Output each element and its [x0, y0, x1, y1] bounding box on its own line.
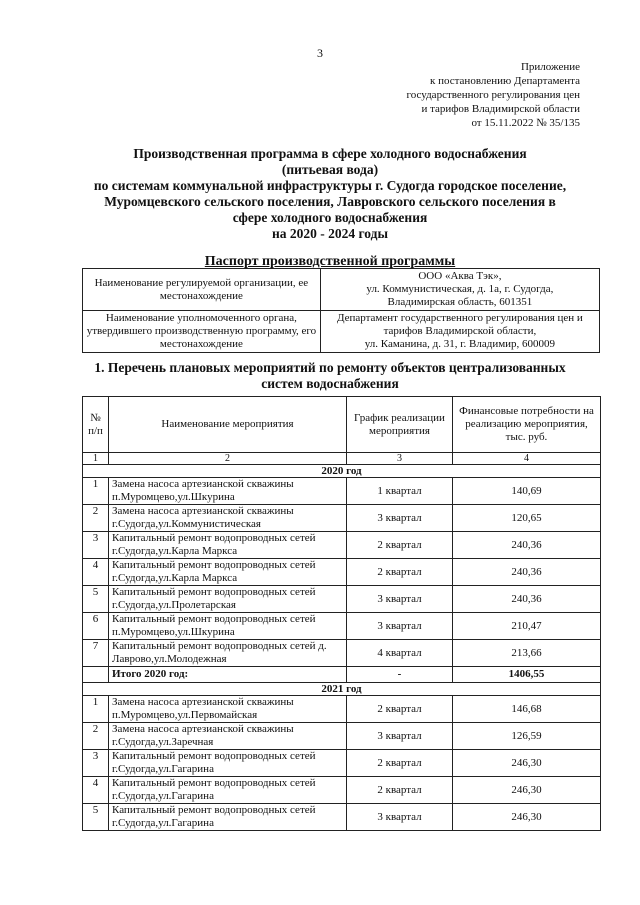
value-line: Владимирская область, 601351 — [387, 296, 533, 308]
measure-name: Капитальный ремонт водопроводных сетей г.Судогда,ул.Гагарина — [109, 777, 347, 804]
table-row — [83, 532, 601, 559]
column-number-row — [83, 453, 601, 465]
column-number: 4 — [453, 453, 601, 465]
passport-row — [83, 311, 600, 353]
row-number: 2 — [83, 505, 109, 532]
passport-table — [82, 268, 600, 353]
document-title — [60, 146, 600, 242]
measure-cost: 120,65 — [453, 505, 601, 532]
year-row — [83, 465, 601, 478]
column-number: 1 — [83, 453, 109, 465]
row-number: 4 — [83, 777, 109, 804]
value-line: ул. Каманина, д. 31, г. Владимир, 600009 — [364, 338, 556, 350]
table-row — [83, 696, 601, 723]
table-row — [83, 723, 601, 750]
passport-label: Наименование уполномоченного органа, утвердившего производственную программу, его местонахождение — [83, 311, 321, 353]
row-number: 7 — [83, 640, 109, 667]
measure-schedule: 4 квартал — [347, 640, 453, 667]
section-title — [60, 360, 600, 392]
header-cell-name: Наименование мероприятия — [109, 397, 347, 453]
year-row — [83, 683, 601, 696]
measure-schedule: 2 квартал — [347, 777, 453, 804]
title-line: на 2020 - 2024 годы — [271, 226, 389, 241]
row-number: 1 — [83, 696, 109, 723]
measure-schedule: 2 квартал — [347, 532, 453, 559]
measure-name: Замена насоса артезианской скважины п.Муромцево,ул.Первомайская — [109, 696, 347, 723]
measure-cost: 146,68 — [453, 696, 601, 723]
row-number: 4 — [83, 559, 109, 586]
measure-cost: 246,30 — [453, 777, 601, 804]
appendix-line: и тарифов Владимирской области — [421, 103, 580, 115]
year-label: 2020 год — [83, 465, 601, 478]
measure-cost: 140,69 — [453, 478, 601, 505]
value-line: Департамент государственного регулирования цен и — [336, 312, 583, 324]
measure-name: Капитальный ремонт водопроводных сетей г.Судогда,ул.Пролетарская — [109, 586, 347, 613]
year-label: 2021 год — [83, 683, 601, 696]
section-title-line: систем водоснабжения — [261, 376, 399, 391]
table-row — [83, 613, 601, 640]
measure-name: Капитальный ремонт водопроводных сетей п.Муромцево,ул.Шкурина — [109, 613, 347, 640]
table-row — [83, 640, 601, 667]
measure-name: Замена насоса артезианской скважины п.Муромцево,ул.Шкурина — [109, 478, 347, 505]
title-line: (питьевая вода) — [281, 162, 379, 177]
measure-name: Замена насоса артезианской скважины г.Судогда,ул.Заречная — [109, 723, 347, 750]
measure-schedule: 3 квартал — [347, 723, 453, 750]
table-row — [83, 586, 601, 613]
measure-cost: 210,47 — [453, 613, 601, 640]
title-line: Муромцевского сельского поселения, Лавровского сельского поселения в — [104, 194, 556, 209]
measure-schedule: 2 квартал — [347, 696, 453, 723]
table-row — [83, 777, 601, 804]
measure-cost: 126,59 — [453, 723, 601, 750]
measure-name: Замена насоса артезианской скважины г.Судогда,ул.Коммунистическая — [109, 505, 347, 532]
measure-schedule: 2 квартал — [347, 559, 453, 586]
measure-schedule: 3 квартал — [347, 804, 453, 831]
column-number: 2 — [109, 453, 347, 465]
value-line: тарифов Владимирской области, — [383, 325, 537, 337]
table-header-row — [83, 397, 601, 453]
appendix-line: Приложение — [520, 61, 580, 73]
row-number: 5 — [83, 586, 109, 613]
appendix-line: государственного регулирования цен — [406, 89, 580, 101]
row-number: 5 — [83, 804, 109, 831]
measure-schedule: 2 квартал — [347, 750, 453, 777]
measure-schedule: 1 квартал — [347, 478, 453, 505]
passport-value — [320, 269, 599, 311]
value-line: ул. Коммунистическая, д. 1а, г. Судогда, — [366, 283, 554, 295]
measure-schedule: 3 квартал — [347, 505, 453, 532]
title-line: Производственная программа в сфере холодного водоснабжения — [133, 146, 527, 161]
table-row — [83, 559, 601, 586]
measure-cost: 213,66 — [453, 640, 601, 667]
passport-value — [320, 311, 599, 353]
title-line: сфере холодного водоснабжения — [232, 210, 428, 225]
table-row — [83, 478, 601, 505]
total-schedule: - — [347, 667, 453, 683]
page-number: 3 — [317, 46, 323, 60]
total-label: Итого 2020 год: — [109, 667, 347, 683]
measure-schedule: 3 квартал — [347, 586, 453, 613]
total-cost: 1406,55 — [453, 667, 601, 683]
table-row — [83, 505, 601, 532]
row-number: 1 — [83, 478, 109, 505]
header-cell-schedule: График реализации мероприятия — [347, 397, 453, 453]
row-number: 3 — [83, 532, 109, 559]
passport-label: Наименование регулируемой организации, ее местонахождение — [83, 269, 321, 311]
passport-row — [83, 269, 600, 311]
column-number: 3 — [347, 453, 453, 465]
appendix-line: от 15.11.2022 № 35/135 — [471, 117, 580, 129]
section-title-line: 1. Перечень плановых мероприятий по ремонту объектов централизованных — [94, 360, 566, 375]
table-row — [83, 804, 601, 831]
measure-cost: 246,30 — [453, 804, 601, 831]
row-number: 6 — [83, 613, 109, 640]
measure-name: Капитальный ремонт водопроводных сетей г.Судогда,ул.Гагарина — [109, 804, 347, 831]
measure-cost: 240,36 — [453, 559, 601, 586]
measure-name: Капитальный ремонт водопроводных сетей д. Лаврово,ул.Молодежная — [109, 640, 347, 667]
measures-table — [82, 396, 601, 831]
measure-name: Капитальный ремонт водопроводных сетей г.Судогда,ул.Карла Маркса — [109, 532, 347, 559]
measure-schedule: 3 квартал — [347, 613, 453, 640]
row-number: 2 — [83, 723, 109, 750]
measure-cost: 246,30 — [453, 750, 601, 777]
table-row — [83, 750, 601, 777]
measure-cost: 240,36 — [453, 532, 601, 559]
total-row — [83, 667, 601, 683]
measure-name: Капитальный ремонт водопроводных сетей г.Судогда,ул.Карла Маркса — [109, 559, 347, 586]
title-line: по системам коммунальной инфраструктуры г. Судогда городское поселение, — [93, 178, 567, 193]
row-number: 3 — [83, 750, 109, 777]
header-cell-cost: Финансовые потребности на реализацию мероприятия, тыс. руб. — [453, 397, 601, 453]
header-cell-number: № п/п — [83, 397, 109, 453]
value-line: ООО «Аква Тэк», — [418, 270, 502, 282]
appendix-note — [380, 60, 580, 130]
passport-title: Паспорт производственной программы — [204, 254, 456, 269]
appendix-line: к постановлению Департамента — [429, 75, 580, 87]
measure-cost: 240,36 — [453, 586, 601, 613]
measure-name: Капитальный ремонт водопроводных сетей г.Судогда,ул.Гагарина — [109, 750, 347, 777]
total-spacer — [83, 667, 109, 683]
